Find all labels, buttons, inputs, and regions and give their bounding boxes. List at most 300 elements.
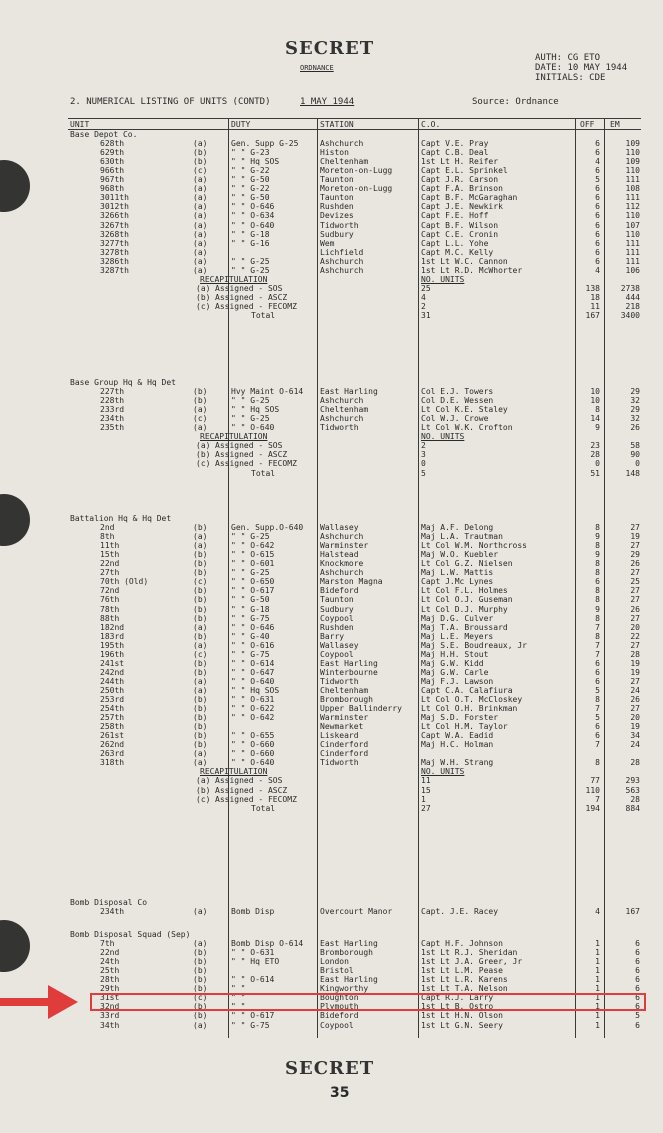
table-cell-off: 8 [595,758,600,768]
table-cell-duty: " " G-25 [231,396,270,406]
table-cell-assignment: (b) [193,695,208,704]
table-cell-em: 27 [630,523,640,533]
table-cell-station: Bideford [320,1011,359,1021]
table-cell-station: Cheltenham [320,405,369,415]
table-cell-em: 28 [630,649,640,659]
table-cell-duty: Gen. Supp G-25 [231,139,299,149]
table-cell-unit: 76th [100,595,120,605]
table-cell-duty: " " O-647 [231,667,275,677]
classification-stamp: SECRET [285,38,375,59]
punch-hole-middle [0,494,30,546]
table-cell-unit: 254th [100,704,125,714]
table-cell-station: East Harling [320,387,378,397]
table-cell-em: 6 [635,993,640,1003]
recap-category: Assigned - FECOMZ [215,301,297,311]
recap-off: 0 [595,459,600,469]
table-cell-off: 5 [595,685,600,695]
table-cell-assignment: (b) [193,658,208,668]
recap-units: 2 [421,441,426,451]
table-cell-off: 6 [595,166,600,176]
table-cell-unit: 968th [100,184,125,194]
table-cell-em: 27 [630,586,640,596]
recap-em: 90 [630,450,640,460]
table-cell-em: 167 [625,907,640,917]
table-cell-station: Cheltenham [320,685,369,695]
recap-em: 2738 [620,283,640,293]
table-cell-unit: 3266th [100,211,129,221]
table-cell-unit: 3012th [100,202,129,212]
table-cell-co: Lt Col O.T. McCloskey [421,695,523,704]
table-cell-unit: 262nd [100,740,125,750]
table-cell-assignment: (b) [193,1002,208,1012]
table-cell-duty: " " O-631 [231,695,275,704]
recap-units-label: NO. UNITS [421,767,465,777]
table-cell-em: 32 [630,396,640,406]
table-cell-em: 32 [630,414,640,424]
table-cell-off: 8 [595,559,600,569]
table-cell-assignment: (b) [193,559,208,569]
table-cell-em: 6 [635,975,640,985]
table-cell-station: Liskeard [320,731,359,741]
table-cell-unit: 24th [100,957,120,967]
recap-letter: (a) [196,776,211,786]
table-cell-off: 5 [595,713,600,723]
table-cell-station: Ashchurch [320,139,364,149]
recap-off: 7 [595,794,600,804]
table-cell-off: 8 [595,613,600,623]
table-cell-unit: 25th [100,966,120,976]
table-cell-unit: 3286th [100,256,129,266]
col-divider-em [604,118,605,1038]
table-cell-station: Wallasey [320,640,359,650]
table-cell-duty: " " G-50 [231,595,270,605]
table-cell-em: 109 [625,157,640,167]
table-cell-station: Ashchurch [320,256,364,266]
table-cell-co: 1st Lt L.R. Karens [421,975,508,985]
table-cell-off: 8 [595,405,600,415]
table-cell-co: 1st Lt R.J. Sheridan [421,948,518,958]
table-cell-off: 9 [595,423,600,433]
table-cell-co: Capt F.E. Hoff [421,211,489,221]
table-cell-co: Maj S.D. Forster [421,713,499,723]
table-cell-assignment: (a) [193,939,208,949]
table-cell-em: 110 [625,148,640,158]
table-cell-station: Cinderford [320,740,369,750]
table-cell-em: 108 [625,184,640,194]
table-cell-duty: " " Hq ETO [231,957,280,967]
table-cell-assignment: (b) [193,631,208,641]
table-cell-unit: 22nd [100,559,120,569]
recap-category: Assigned - FECOMZ [215,459,297,469]
table-cell-assignment: (b) [193,957,208,967]
table-cell-unit: 182nd [100,622,125,632]
table-cell-assignment: (a) [193,220,208,230]
table-cell-co: 1st Lt L.M. Pease [421,966,503,976]
table-cell-assignment: (b) [193,975,208,985]
table-cell-em: 6 [635,966,640,976]
table-cell-duty: " " Hq SOS [231,405,280,415]
table-cell-co: Maj H.H. Stout [421,649,489,659]
recap-off: 110 [585,785,600,795]
table-cell-duty: " " G-75 [231,1020,270,1030]
table-cell-em: 6 [635,1002,640,1012]
recap-off: 11 [590,301,600,311]
recap-category: Total [251,311,276,320]
table-cell-em: 110 [625,229,640,239]
recap-letter: (b) [196,450,211,460]
punch-hole-top [0,160,30,212]
table-cell-co: Maj L.W. Mattis [421,568,494,578]
table-cell-off: 6 [595,658,600,668]
table-cell-unit: 241st [100,658,125,668]
group-title: Battalion Hq & Hq Det [70,514,172,523]
recap-category: Assigned - SOS [215,441,283,451]
col-divider-off [575,118,576,1038]
section-title: 2. NUMERICAL LISTING OF UNITS (CONTD) [70,97,271,107]
table-cell-assignment: (c) [193,414,208,424]
table-cell-off: 6 [595,202,600,212]
table-cell-station: Tidworth [320,423,359,433]
table-cell-em: 29 [630,387,640,397]
table-cell-unit: 235th [100,423,125,433]
table-cell-off: 6 [595,229,600,239]
table-cell-unit: 3287th [100,265,129,275]
table-cell-off: 8 [595,695,600,704]
table-cell-co: Capt E.L. Sprinkel [421,166,508,176]
table-cell-off: 6 [595,722,600,732]
recap-category: Assigned - SOS [215,283,283,293]
table-cell-duty: " " [231,1002,246,1012]
recap-em: 884 [625,803,640,813]
table-cell-co: Lt Col F.L. Holmes [421,586,508,596]
recap-letter: (c) [196,459,211,469]
table-cell-unit: 29th [100,984,120,994]
table-cell-unit: 233rd [100,405,125,415]
recap-units: 31 [421,311,431,320]
recap-em: 218 [625,301,640,311]
table-cell-duty: " " O-640 [231,676,275,686]
table-cell-station: Histon [320,148,349,158]
table-cell-em: 26 [630,695,640,704]
table-cell-station: Warminster [320,713,369,723]
table-cell-station: Tidworth [320,676,359,686]
table-cell-duty: " " O-640 [231,758,275,768]
table-cell-unit: 3277th [100,238,129,248]
table-cell-station: Rushden [320,202,354,212]
highlight-arrow-shaft [0,998,50,1006]
table-cell-unit: 33rd [100,1011,120,1021]
table-cell-em: 22 [630,631,640,641]
table-cell-unit: 3268th [100,229,129,239]
table-cell-co: Capt M.C. Kelly [421,247,494,257]
table-cell-co: Capt C.B. Deal [421,148,489,158]
recap-units: 4 [421,292,426,302]
table-cell-assignment: (b) [193,550,208,560]
recap-category: Total [251,803,276,813]
table-cell-assignment: (a) [193,405,208,415]
table-cell-unit: 250th [100,685,125,695]
table-cell-em: 6 [635,984,640,994]
table-cell-off: 5 [595,175,600,185]
recap-units: 5 [421,468,426,478]
table-cell-assignment: (a) [193,1020,208,1030]
recap-off: 51 [590,468,600,478]
table-cell-em: 26 [630,604,640,614]
table-cell-co: Capt. J.E. Racey [421,907,499,917]
recap-off: 138 [585,283,600,293]
table-cell-duty: " " O-650 [231,577,275,587]
table-cell-em: 28 [630,758,640,768]
recap-label: RECAPITULATION [200,432,268,442]
table-cell-off: 6 [595,139,600,149]
table-cell-station: Barry [320,631,345,641]
recap-off: 28 [590,450,600,460]
table-cell-unit: 629th [100,148,125,158]
table-cell-unit: 628th [100,139,125,149]
table-cell-station: Bromborough [320,948,373,958]
table-cell-off: 8 [595,523,600,533]
table-cell-assignment: (a) [193,541,208,551]
table-cell-station: Cheltenham [320,157,369,167]
table-cell-station: Marston Magna [320,577,383,587]
table-cell-assignment: (b) [193,948,208,958]
table-cell-off: 8 [595,541,600,551]
table-cell-off: 9 [595,532,600,542]
table-cell-unit: 966th [100,166,125,176]
table-cell-off: 1 [595,975,600,985]
table-cell-unit: 78th [100,604,120,614]
table-cell-off: 10 [590,387,600,397]
table-cell-station: East Harling [320,658,378,668]
table-cell-duty: " " G-25 [231,414,270,424]
group-title: Bomb Disposal Squad (Sep) [70,930,191,939]
table-cell-co: Lt Col K.E. Staley [421,405,508,415]
table-cell-unit: 234th [100,414,125,424]
table-cell-co: Capt H.F. Johnson [421,939,503,949]
table-cell-assignment: (b) [193,595,208,605]
table-cell-em: 111 [625,256,640,266]
table-header-rule [68,129,641,130]
table-cell-duty: " " G-25 [231,532,270,542]
table-cell-co: Maj H.C. Holman [421,740,494,750]
table-cell-assignment: (a) [193,676,208,686]
recap-units: 11 [421,776,431,786]
table-cell-station: Warminster [320,541,369,551]
table-cell-co: Col D.E. Wessen [421,396,494,406]
table-cell-station: Bromborough [320,695,373,704]
table-cell-duty: " " G-22 [231,166,270,176]
table-cell-station: Overcourt Manor [320,907,393,917]
table-cell-assignment: (a) [193,256,208,266]
recap-category: Total [251,468,276,478]
table-cell-co: Capt B.F. McGaraghan [421,193,518,203]
recap-units: 3 [421,450,426,460]
table-cell-station: Tidworth [320,758,359,768]
recap-em: 563 [625,785,640,795]
col-divider-duty [228,118,229,1038]
recap-em: 58 [630,441,640,451]
table-cell-duty: " " G-75 [231,649,270,659]
recap-off: 77 [590,776,600,786]
table-cell-co: Capt B.F. Wilson [421,220,499,230]
table-cell-duty: " " G-18 [231,604,270,614]
table-cell-co: Maj L.A. Trautman [421,532,503,542]
table-cell-station: Coypool [320,649,354,659]
table-cell-unit: 32nd [100,1002,120,1012]
table-cell-em: 27 [630,640,640,650]
table-cell-co: Lt Col W.K. Crofton [421,423,513,433]
table-cell-duty: " " O-634 [231,211,275,221]
table-cell-station: Halstead [320,550,359,560]
table-cell-unit: 196th [100,649,125,659]
table-cell-assignment: (b) [193,731,208,741]
table-cell-station: Sudbury [320,604,354,614]
table-cell-station: Boughton [320,993,359,1003]
table-cell-off: 4 [595,265,600,275]
table-cell-em: 19 [630,658,640,668]
table-cell-assignment: (b) [193,1011,208,1021]
table-cell-duty: " " G-75 [231,613,270,623]
table-cell-off: 7 [595,740,600,750]
department-label: ORDNANCE [300,64,334,72]
table-cell-assignment: (b) [193,984,208,994]
table-cell-duty: " " O-617 [231,586,275,596]
table-cell-assignment: (b) [193,396,208,406]
table-cell-duty: " " G-25 [231,256,270,266]
table-cell-assignment: (b) [193,713,208,723]
table-cell-assignment: (b) [193,667,208,677]
table-cell-assignment: (b) [193,586,208,596]
table-cell-assignment: (a) [193,202,208,212]
table-cell-duty: " " O-640 [231,220,275,230]
source-label: Source: Ordnance [472,97,559,107]
table-cell-em: 111 [625,193,640,203]
table-cell-station: Ashchurch [320,414,364,424]
table-cell-unit: 31st [100,993,120,1003]
recap-units: 27 [421,803,431,813]
table-cell-co: Capt F.A. Brinson [421,184,503,194]
table-cell-duty: " " Hq SOS [231,157,280,167]
table-cell-station: Ashchurch [320,265,364,275]
table-cell-co: Capt V.E. Pray [421,139,489,149]
recap-letter: (a) [196,441,211,451]
table-cell-off: 1 [595,1011,600,1021]
table-cell-unit: 318th [100,758,125,768]
table-cell-unit: 27th [100,568,120,578]
table-cell-off: 1 [595,1020,600,1030]
table-cell-unit: 263rd [100,749,125,759]
recap-em: 28 [630,794,640,804]
table-cell-assignment: (c) [193,577,208,587]
highlight-arrow-head [48,985,78,1019]
table-cell-em: 26 [630,559,640,569]
recap-units: 25 [421,283,431,293]
table-cell-assignment: (a) [193,139,208,149]
table-cell-station: East Harling [320,939,378,949]
table-cell-duty: " " [231,984,246,994]
table-cell-station: Ashchurch [320,396,364,406]
table-cell-em: 34 [630,731,640,741]
table-cell-em: 110 [625,166,640,176]
table-cell-co: Capt W.A. Eadid [421,731,494,741]
table-cell-unit: 72nd [100,586,120,596]
table-cell-co: Maj W.H. Strang [421,758,494,768]
table-cell-co: Maj T.A. Broussard [421,622,508,632]
table-cell-co: Capt L.L. Yohe [421,238,489,248]
table-cell-em: 109 [625,139,640,149]
date-line: DATE: 10 MAY 1944 [535,63,628,73]
table-cell-off: 6 [595,238,600,248]
table-cell-unit: 967th [100,175,125,185]
table-cell-duty: " " O-614 [231,658,275,668]
table-cell-duty: " " G-18 [231,229,270,239]
table-cell-assignment: (b) [193,523,208,533]
table-cell-duty: " " G-50 [231,193,270,203]
recap-label: RECAPITULATION [200,767,268,777]
table-cell-em: 27 [630,704,640,714]
table-cell-assignment: (b) [193,568,208,578]
table-cell-station: Rushden [320,622,354,632]
recap-units-label: NO. UNITS [421,432,465,442]
table-cell-station: Taunton [320,595,354,605]
table-cell-unit: 228th [100,396,125,406]
recap-off: 167 [585,311,600,320]
table-cell-station: Tidworth [320,220,359,230]
table-cell-unit: 227th [100,387,125,397]
table-cell-off: 1 [595,939,600,949]
table-cell-assignment: (b) [193,604,208,614]
table-cell-em: 6 [635,948,640,958]
table-cell-co: Maj S.E. Boudreaux, Jr [421,640,527,650]
table-cell-em: 26 [630,423,640,433]
recap-letter: (c) [196,794,211,804]
table-cell-assignment: (b) [193,740,208,750]
table-cell-assignment: (a) [193,758,208,768]
table-cell-station: Sudbury [320,229,354,239]
table-cell-unit: 7th [100,939,115,949]
recap-units: 15 [421,785,431,795]
table-cell-unit: 242nd [100,667,125,677]
table-cell-em: 112 [625,202,640,212]
table-cell-station: Wem [320,238,335,248]
table-cell-assignment: (a) [193,532,208,542]
group-title: Bomb Disposal Co [70,898,148,907]
table-cell-co: Lt Col G.Z. Nielsen [421,559,513,569]
table-cell-station: Coypool [320,1020,354,1030]
table-cell-station: Moreton-on-Lugg [320,184,393,194]
table-cell-em: 5 [635,1011,640,1021]
table-cell-assignment: (c) [193,649,208,659]
recap-em: 0 [635,459,640,469]
group-title: Base Group Hq & Hq Det [70,378,176,387]
recap-label: RECAPITULATION [200,274,268,284]
table-cell-co: 1st Lt B. Ostro [421,1002,494,1012]
table-cell-unit: 28th [100,975,120,985]
table-cell-co: Lt Col O.H. Brinkman [421,704,518,714]
table-cell-em: 6 [635,939,640,949]
punch-hole-bottom [0,920,30,972]
col-header-off: OFF [580,120,595,129]
table-cell-assignment: (a) [193,265,208,275]
table-cell-assignment: (a) [193,175,208,185]
group-title: Base Depot Co. [70,130,138,139]
table-cell-off: 1 [595,957,600,967]
table-cell-co: 1st Lt T.A. Nelson [421,984,508,994]
table-cell-unit: 15th [100,550,120,560]
table-cell-em: 107 [625,220,640,230]
table-cell-station: Devizes [320,211,354,221]
table-cell-duty: " " O-660 [231,749,275,759]
